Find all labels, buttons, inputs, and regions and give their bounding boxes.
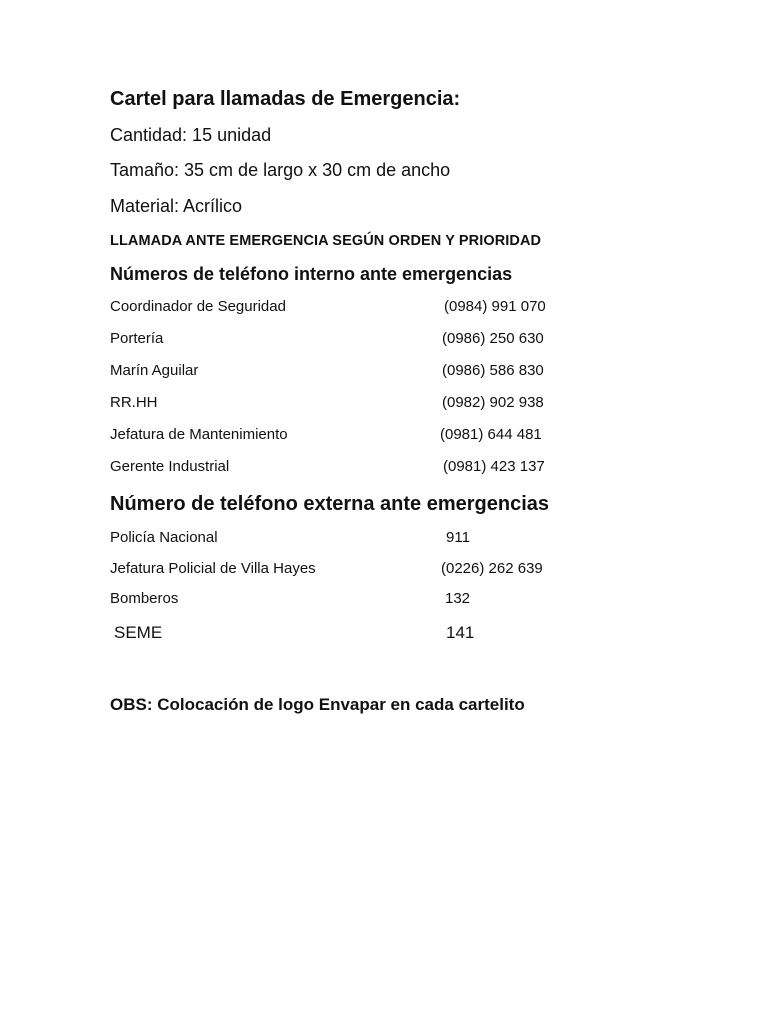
internal-contact-row xyxy=(110,298,670,320)
contact-name: Gerente Industrial xyxy=(110,458,230,475)
external-contact-row xyxy=(110,623,670,645)
contact-phone: (0981) 644 481 xyxy=(440,426,542,443)
contact-phone: (0981) 423 137 xyxy=(443,458,545,475)
internal-contact-row xyxy=(110,426,670,448)
contact-phone: 911 xyxy=(446,529,470,546)
contact-phone: 132 xyxy=(445,590,471,607)
internal-contact-row xyxy=(110,362,670,384)
contact-phone: 141 xyxy=(446,623,475,642)
contact-name: Coordinador de Seguridad xyxy=(110,298,286,315)
contact-phone: (0226) 262 639 xyxy=(441,560,543,577)
internal-contact-row xyxy=(110,330,670,352)
size-text: Tamaño: 35 cm de largo x 30 cm de ancho xyxy=(110,160,451,180)
external-contact-row xyxy=(110,529,670,551)
external-contacts-heading: Número de teléfono externa ante emergencias xyxy=(110,493,550,515)
contact-name: SEME xyxy=(114,623,163,642)
contact-name: Policía Nacional xyxy=(110,529,218,546)
priority-heading: LLAMADA ANTE EMERGENCIA SEGÚN ORDEN Y PRIORIDAD xyxy=(110,233,542,249)
contact-phone: (0986) 250 630 xyxy=(442,330,544,347)
external-contact-row xyxy=(110,560,670,582)
obs-note: OBS: Colocación de logo Envapar en cada cartelito xyxy=(110,695,525,714)
contact-phone: (0984) 991 070 xyxy=(444,298,546,315)
contact-name: RR.HH xyxy=(110,394,158,411)
internal-contacts-heading: Números de teléfono interno ante emergencias xyxy=(110,264,513,284)
contact-name: Marín Aguilar xyxy=(110,362,199,379)
contact-name: Jefatura Policial de Villa Hayes xyxy=(110,560,316,577)
internal-contact-row xyxy=(110,458,670,480)
contact-name: Jefatura de Mantenimiento xyxy=(110,426,288,443)
contact-phone: (0986) 586 830 xyxy=(442,362,544,379)
contact-name: Portería xyxy=(110,330,164,347)
document-title: Cartel para llamadas de Emergencia: xyxy=(110,88,461,110)
contact-phone: (0982) 902 938 xyxy=(442,394,544,411)
contact-name: Bomberos xyxy=(110,590,179,607)
internal-contact-row xyxy=(110,394,670,416)
quantity-text: Cantidad: 15 unidad xyxy=(110,125,272,145)
external-contact-row xyxy=(110,590,670,612)
material-text: Material: Acrílico xyxy=(110,196,243,216)
